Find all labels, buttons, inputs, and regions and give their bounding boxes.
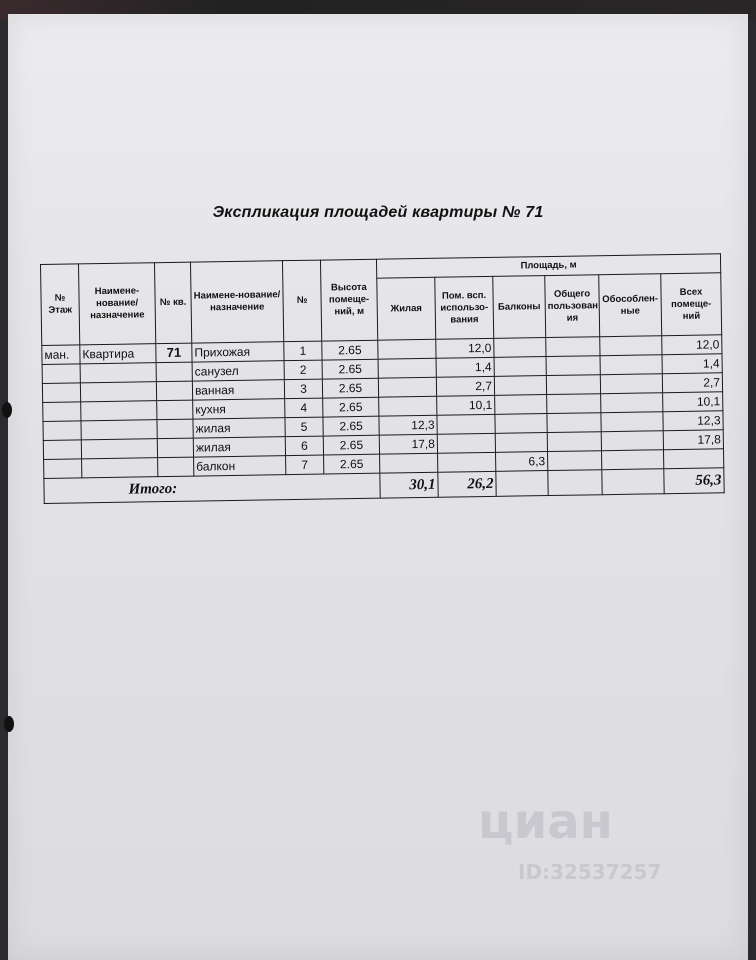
cell-common xyxy=(546,337,600,357)
cell-name1: Квартира xyxy=(80,344,156,364)
header-all: Всех помеще-ний xyxy=(661,273,722,336)
cell-name1 xyxy=(80,363,156,383)
watermark-id: ID:32537257 xyxy=(518,860,662,884)
cell-balcony xyxy=(495,414,547,434)
cell-living xyxy=(380,453,438,473)
cell-living xyxy=(378,339,436,359)
cell-name1 xyxy=(81,401,157,421)
cell-common xyxy=(547,394,601,414)
total-aux: 26,2 xyxy=(438,471,496,497)
cell-balcony xyxy=(494,338,546,358)
cell-name2: жилая xyxy=(193,437,285,457)
cell-name2: Прихожая xyxy=(192,342,284,362)
header-name1: Наимене-нование/ назначение xyxy=(79,263,156,345)
cell-separate xyxy=(600,374,662,394)
cell-num: 5 xyxy=(285,417,323,437)
cell-common xyxy=(547,413,601,433)
cell-apt xyxy=(157,400,193,420)
cell-name2: кухня xyxy=(193,399,285,419)
cell-all: 12,3 xyxy=(663,411,723,431)
total-living: 30,1 xyxy=(380,472,438,498)
cell-balcony xyxy=(495,433,547,453)
cell-height: 2.65 xyxy=(322,359,378,379)
cell-balcony xyxy=(495,395,547,415)
cell-name1 xyxy=(81,420,157,440)
cell-all: 12,0 xyxy=(662,335,722,355)
cell-apt xyxy=(156,362,192,382)
header-area-group: Площадь, м xyxy=(376,254,720,279)
cell-living: 17,8 xyxy=(379,434,437,454)
total-separate xyxy=(602,469,664,495)
cell-separate xyxy=(601,393,663,413)
cell-floor xyxy=(44,459,82,479)
punch-hole-icon xyxy=(2,402,12,418)
watermark-logo: циан xyxy=(478,794,613,850)
header-balcony: Балконы xyxy=(493,276,546,339)
cell-aux: 10,1 xyxy=(437,395,495,415)
header-num: № xyxy=(282,260,321,342)
total-common xyxy=(548,470,602,496)
cell-apt: 71 xyxy=(156,343,192,363)
cell-num: 3 xyxy=(284,379,322,399)
cell-name2: ванная xyxy=(192,380,284,400)
cell-name2: балкон xyxy=(194,456,286,476)
cell-aux: 12,0 xyxy=(436,338,494,358)
cell-height: 2.65 xyxy=(322,340,378,360)
cell-separate xyxy=(602,450,664,470)
cell-common xyxy=(548,451,602,471)
cell-num: 7 xyxy=(286,455,324,475)
punch-hole-icon xyxy=(4,716,14,732)
explication-table-wrapper xyxy=(40,253,724,504)
cell-all: 1,4 xyxy=(662,354,722,374)
cell-apt xyxy=(157,438,193,458)
header-height: Высота помеще-ний, м xyxy=(320,259,377,341)
cell-name1 xyxy=(81,439,157,459)
cell-floor xyxy=(43,440,81,460)
cell-common xyxy=(547,432,601,452)
cell-separate xyxy=(600,336,662,356)
header-separate: Обособлен-ные xyxy=(599,274,662,337)
cell-common xyxy=(546,375,600,395)
cell-living xyxy=(378,358,436,378)
total-label: Итого: xyxy=(44,473,380,503)
header-common: Общего пользован ия xyxy=(545,275,600,338)
header-apt: № кв. xyxy=(154,262,191,344)
cell-balcony xyxy=(494,376,546,396)
cell-height: 2.65 xyxy=(324,454,380,474)
cell-floor xyxy=(43,421,81,441)
cell-height: 2.65 xyxy=(323,416,379,436)
cell-aux xyxy=(437,414,495,434)
cell-separate xyxy=(601,412,663,432)
cell-separate xyxy=(601,431,663,451)
header-living: Жилая xyxy=(377,278,436,341)
cell-floor xyxy=(43,402,81,422)
cell-floor xyxy=(42,383,80,403)
cell-all: 10,1 xyxy=(663,392,723,412)
cell-balcony: 6,3 xyxy=(496,452,548,472)
cell-num: 2 xyxy=(284,360,322,380)
cell-name1 xyxy=(80,382,156,402)
cell-apt xyxy=(156,381,192,401)
header-floor: № Этаж xyxy=(41,264,80,346)
cell-aux: 1,4 xyxy=(436,357,494,377)
cell-living: 12,3 xyxy=(379,415,437,435)
cell-height: 2.65 xyxy=(323,397,379,417)
cell-all xyxy=(663,449,723,469)
cell-name2: жилая xyxy=(193,418,285,438)
explication-table xyxy=(40,253,725,504)
total-balcony xyxy=(496,471,548,497)
header-name2: Наимене-нование/ назначение xyxy=(190,261,283,343)
cell-all: 2,7 xyxy=(662,373,722,393)
cell-aux: 2,7 xyxy=(436,376,494,396)
cell-separate xyxy=(600,355,662,375)
cell-aux xyxy=(437,433,495,453)
cell-common xyxy=(546,356,600,376)
cell-floor xyxy=(42,364,80,384)
cell-apt xyxy=(158,457,194,477)
page-title: Экспликация площадей квартиры № 71 xyxy=(212,204,544,221)
cell-living xyxy=(379,396,437,416)
cell-num: 4 xyxy=(285,398,323,418)
cell-living xyxy=(378,377,436,397)
document-page xyxy=(8,14,748,960)
cell-aux xyxy=(438,452,496,472)
cell-name1 xyxy=(82,458,158,478)
cell-floor: ман. xyxy=(42,345,80,365)
cell-apt xyxy=(157,419,193,439)
cell-num: 1 xyxy=(284,341,322,361)
header-aux: Пом. всп. использо-вания xyxy=(435,277,494,340)
cell-height: 2.65 xyxy=(323,435,379,455)
total-all: 56,3 xyxy=(664,468,724,494)
cell-all: 17,8 xyxy=(663,430,723,450)
cell-num: 6 xyxy=(285,436,323,456)
cell-height: 2.65 xyxy=(322,378,378,398)
cell-name2: санузел xyxy=(192,361,284,381)
cell-balcony xyxy=(494,357,546,377)
